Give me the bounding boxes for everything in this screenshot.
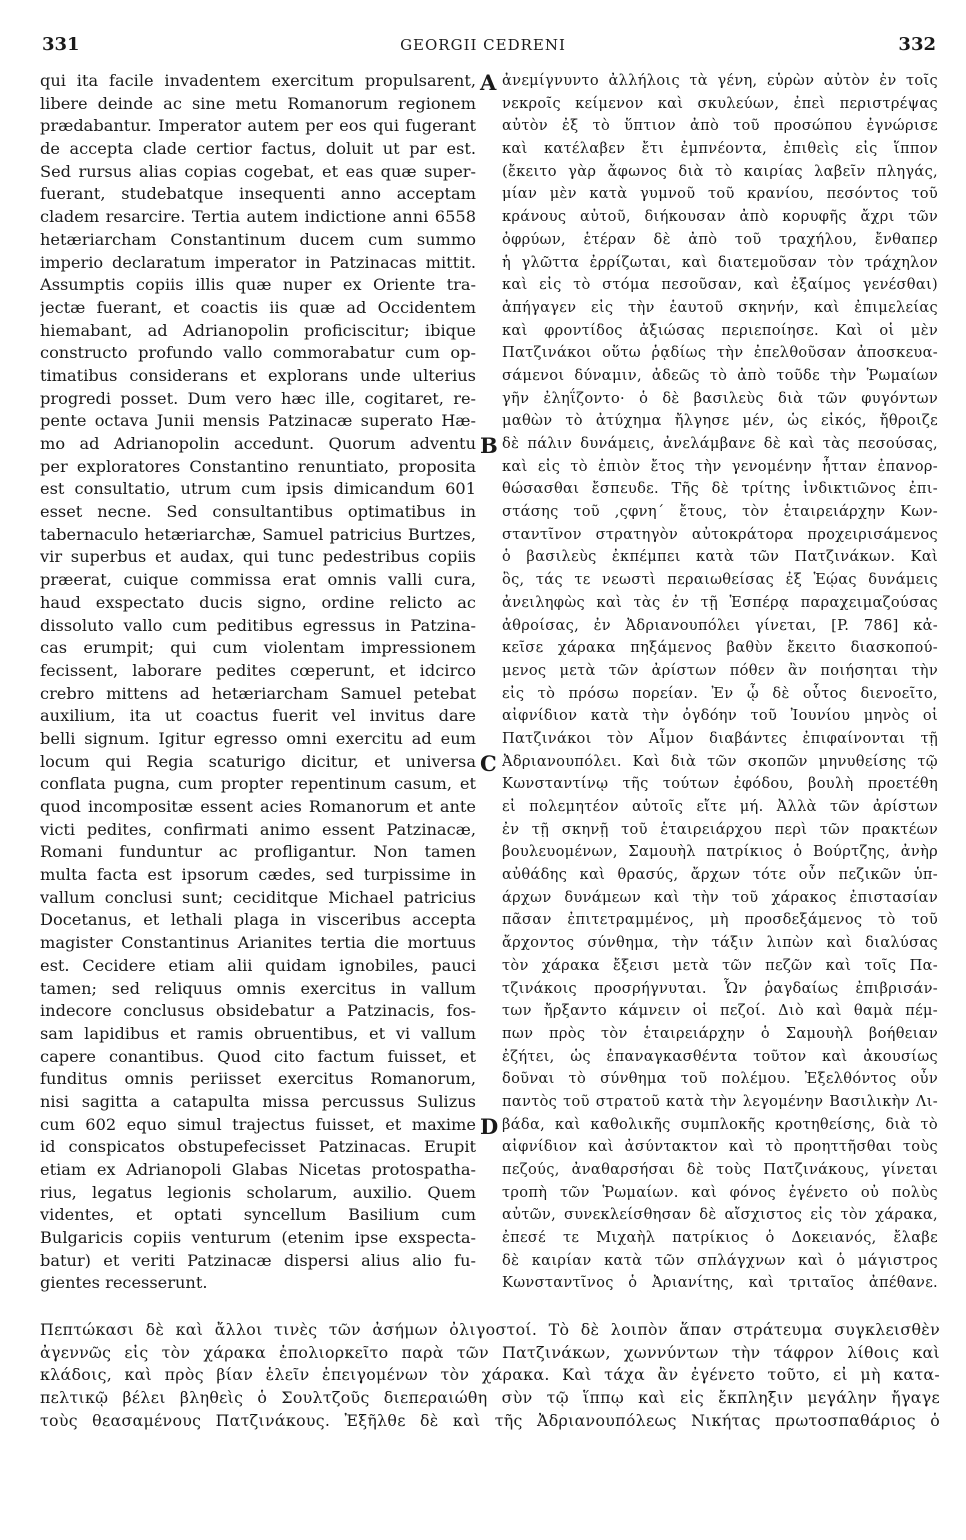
greek-text-line: πων πρὸς τὸν ἑταιρειάρχην ὁ Σαμουὴλ βοήθειαν <box>502 1024 938 1042</box>
greek-text-line: μενος μετὰ τῶν ἀρίστων πόθεν ἂν ποιήσηται τὴν <box>502 661 938 679</box>
greek-text-line: παντὸς τοῦ στρατοῦ κατὰ τὴν λεγομένην Βασιλικὴν Λι- <box>502 1092 938 1110</box>
latin-text-line: imperio declaratum imperator in Patzinacas mittit. <box>40 252 476 272</box>
latin-text-line: prædabantur. Imperator autem per eos qui fugerant <box>40 116 476 136</box>
latin-text-line: haud exspectato ducis signo, ordine relicto ac <box>40 592 476 612</box>
greek-text-line: νεκροῖς κείμενον καὶ σκυλεύων, ἐπεὶ περιστρέψας <box>502 94 938 112</box>
page-header <box>0 0 966 70</box>
latin-text-line: tamen; sed reliquus omnis exercitus in vallum <box>40 978 476 998</box>
greek-text-line: τὸν χάρακα ἔξεισι μετὰ τῶν πεζῶν καὶ τοῖς Πα- <box>502 956 938 974</box>
greek-text-line: ἡ γλῶττα ἐρρίζωται, καὶ διατεμοῦσαν τὸν τράχηλον <box>502 253 938 271</box>
greek-text-line: εἰς τὸ πρόσω πορείαν. Ἐν ᾧ δὲ οὗτος διενοεῖτο, <box>502 684 938 702</box>
greek-text-line: τζινάκοις προσρήγνυται. Ὧν ῥαγδαίως ἐπιβρισάν- <box>502 979 938 997</box>
greek-text-line: δοῦναι τὸ σύνθημα τοῦ πολέμου. Ἐξελθόντος οὖν <box>502 1070 938 1088</box>
section-marker: B <box>480 433 498 459</box>
greek-text-line: ἀθροίσας, ἐν Ἀδριανουπόλει γίνεται, [P. 786] κἀ- <box>502 616 938 634</box>
latin-text-line: qui ita facile invadentem exercitum propulsarent, <box>40 71 476 90</box>
greek-text-line: Πατζινάκοι τὸν Αἶμον διαβάντες ἐπιφαίνονται τῇ <box>502 729 938 747</box>
latin-text-line: auxilium, ita ut coactus fuerit vel invitus dare <box>40 706 476 726</box>
greek-text-line: εἰ πολεμητέον αὐτοῖς εἴτε μή. Ἀλλὰ τῶν ἀρίστων <box>502 798 938 815</box>
greek-text-line: γῆν ἐληΐζοντο· ὁ δὲ βασιλεὺς διὰ τῶν φυγόντων <box>502 389 938 407</box>
latin-text-line: timatibus considerans et explorans unde ulterius <box>40 365 476 385</box>
greek-text-line: ἐπεσέ τε Μιχαὴλ πατρίκιος ὁ Δοκειανός, ἔλαβε <box>502 1229 938 1247</box>
greek-text-line: ἀνειληφὼς καὶ τὰς ἐν τῇ Ἑσπέρᾳ παραχειμαζούσας <box>502 593 938 611</box>
greek-text-line: βουλευομένων, Σαμουὴλ πατρίκιος ὁ Βούρτζης, ἀνὴρ <box>502 843 938 861</box>
greek-text-line: πεζούς, ἀναθαρσήσαι δὲ τοὺς Πατζινάκους, γίνεται <box>502 1161 938 1178</box>
latin-text-line: constructo profundo vallo commorabatur cum op- <box>40 343 476 363</box>
latin-text-line: locum qui Regia scaturigo dicitur, et universa <box>40 751 476 771</box>
greek-text-line: ἄρχοντος σύνθημα, τὴν τάξιν λιπὼν καὶ διαλύσας <box>502 934 938 952</box>
latin-text-line: cladem resarcire. Tertia autem indictione anni 6558 <box>40 207 476 227</box>
running-title: GEORGII CEDRENI <box>400 36 566 54</box>
latin-text-line: belli signum. Igitur egresso omni exercitu ad eum <box>40 728 476 748</box>
latin-text-line: id conspicatos obstupefecisset Patzinacas. Erupit <box>40 1137 476 1157</box>
latin-text-line: videntes, et optati syncellum Basilium cum <box>40 1205 476 1225</box>
latin-text-line: est consultatio, utrum cum ipsis dimicandum 601 <box>40 479 476 499</box>
greek-text-line: θώσασθαι ἔσπευδε. Τῆς δὲ τρίτης ἰνδικτιῶνος ἐπι- <box>502 480 938 498</box>
latin-text-line: esset necne. Sed consultantibus optimatibus in <box>40 502 476 522</box>
greek-text-line: ὁ βασιλεὺς ἐκπέμπει κατὰ τῶν Πατζινάκων. Καὶ <box>502 548 938 566</box>
latin-text-line: Romani funduntur ac profligantur. Non tamen <box>40 842 476 862</box>
latin-text-line: tabernaculo hetæriarchæ, Samuel patricius Burtzes, <box>40 524 476 544</box>
latin-text-line: vallum conclusi sunt; ceciditque Michael patricius <box>40 887 476 907</box>
latin-text-line: nisi sagitta a catapulta missa percussus Sulizus <box>40 1091 476 1111</box>
page-number-right: 332 <box>898 34 936 55</box>
latin-text-line: victi pedites, confirmati animo essent Patzinacæ, <box>40 819 476 839</box>
latin-text-line: crebro mittens ad hetæriarcham Samuel petebat <box>40 683 476 703</box>
greek-text-line: σταντῖνον στρατηγὸν αὐτοκράτορα προχειρισάμενος <box>502 525 938 543</box>
greek-text-line: άρχων δυνάμεων καὶ τὴν τοῦ χάρακος ἐπιστασίαν <box>502 888 938 906</box>
latin-text-line: pente octava Junii mensis Patzinacæ superato Hæ- <box>40 411 476 431</box>
greek-text-line: ἐν τῇ σκηνῇ τοῦ ἑταιρειάρχου περὶ τῶν πρακτέων <box>502 820 938 838</box>
greek-text-line: στάσης τοῦ ,ςφνη΄ ἔτους, τὸν ἑταιρειάρχην Κων- <box>502 503 938 521</box>
greek-text-line: μίαν μὲν κατὰ γυμνοῦ τοῦ κρανίου, πεσόντος τοῦ <box>502 185 938 203</box>
greek-text-line: ἐζήτει, ὡς ἐπαναγκασθέντα τοῦτον καὶ ἀκουσίως <box>502 1047 938 1065</box>
latin-text-line: est. Cecidere etiam alii quidam ignobiles, pauci <box>40 955 476 975</box>
greek-text-line: αἰφνίδιον κατὰ τὴν ὀγδόην τοῦ Ἰουνίου μηνὸς οἱ <box>502 707 938 725</box>
latin-text-line: etiam ex Adrianopoli Glabas Nicetas protospatha- <box>40 1160 476 1179</box>
latin-text-line: libere deinde ac sine metu Romanorum regionem <box>40 93 476 113</box>
bottom-text-line: κλάδοις, καὶ πρὸς βίαν ἑλεῖν ἐπειγομένων τὸν χάρακα. Καὶ τάχα ἂν ἐγένετο τοῦτο, εἰ μὴ κατα- <box>40 1365 940 1385</box>
greek-text-line: κεῖσε χάρακα πηξάμενος βαθὺν ἔκειτο διασκοπού- <box>502 639 938 657</box>
greek-text-line: αὐτῶν, συνεκλείσθησαν δὲ αἴσχιστος εἰς τὸν χάρακα, <box>502 1206 938 1224</box>
latin-text-line: jectæ fuerant, et coactis iis quæ ad Occidentem <box>40 297 476 317</box>
section-marker: D <box>480 1114 499 1140</box>
greek-text-line: βάδα, καὶ καθολικῆς συμπλοκῆς κροτηθείσης, διὰ τὸ <box>502 1115 938 1133</box>
bottom-text-line: ἀγεννῶς εἰς τὸν χάρακα ἐπολιορκεῖτο παρὰ τῶν Πατζινάκων, χωννύντων τὴν τάφρον λίθοις καὶ <box>40 1342 940 1362</box>
latin-text-line: multa facta est ipsorum cædes, sed turpissime in <box>40 865 476 885</box>
latin-text-line: præerat, cuique commissa erat omnis valli cura, <box>40 570 476 590</box>
greek-text-line: τροπὴ τῶν Ῥωμαίων. καὶ φόνος ἐγένετο οὐ πολὺς <box>502 1183 938 1201</box>
latin-text-line: dissoluto vallo cum peditibus egressus in Patzina- <box>40 615 476 635</box>
section-marker: C <box>480 751 497 776</box>
greek-text-line: ἀπήγαγεν εἰς τὴν ἑαυτοῦ σκηνήν, καὶ ἐπιμελείας <box>502 298 938 316</box>
greek-text-line: των ἤρξαντο κάμνειν οἱ πεζοί. Διὸ καὶ θαμὰ πέμ- <box>502 1002 938 1020</box>
greek-text-line: αὐθάδης καὶ θρασύς, ἄρχων τότε οὖν πεζικῶν ὑπ- <box>502 866 938 884</box>
greek-text-line: καὶ φροντίδος ἀξιώσας περιεποίησε. Καὶ οἱ μὲν <box>502 321 938 339</box>
section-markers <box>478 70 500 1270</box>
latin-text-line: rius, legatus legionis scholarum, auxilio. Quem <box>40 1182 476 1202</box>
latin-column <box>40 70 476 1295</box>
latin-text-line: Docetanus, et lethali plaga in visceribus accepta <box>40 910 476 930</box>
latin-text-line: conflata pugna, cum propter repentinum casum, et <box>40 774 476 794</box>
greek-column <box>502 70 938 1295</box>
latin-text-line: per exploratores Constantino renuntiato, proposita <box>40 456 476 476</box>
latin-text-line: quod incompositæ essent acies Romanorum et ante <box>40 797 476 816</box>
bottom-text-line: τοὺς θεασαμένους Πατζινάκους. Ἐξῆλθε δὲ καὶ τῆς Ἀδριανουπόλεως Νικήτας πρωτοσπαθάριος ὁ <box>40 1410 940 1430</box>
latin-text-line: cas erumpit; qui cum violentam impressionem <box>40 638 476 658</box>
full-width-greek-text <box>40 1319 940 1432</box>
section-marker: A <box>480 70 497 95</box>
greek-text-line: καὶ κατέλαβεν ἔτι ἐμπνέοντα, ἐπιθεὶς εἰς ἵππον <box>502 140 938 158</box>
latin-text-line: gientes recesserunt. <box>40 1273 208 1293</box>
latin-text-line: hiemabant, ad Adrianopolin proficiscitur; ibique <box>40 320 476 340</box>
latin-text-line: capere conantibus. Quod cito factum fuisset, et <box>40 1046 476 1066</box>
greek-text-line: κράνους αὐτοῦ, διήκουσαν ἀπὸ κορυφῆς ἄχρι τῶν <box>502 208 938 226</box>
greek-text-line: σάμενοι δύναμιν, ἀδεῶς τὸ ἀπὸ τοῦδε τὴν Ῥωμαίων <box>502 366 938 384</box>
latin-text-line: progredi posset. Dum vero hæc ille, cogitaret, re- <box>40 388 476 408</box>
greek-text-line: Κωνσταντῖνος ὁ Ἀριανίτης, καὶ τριταῖος ἀπέθανε. <box>502 1274 938 1292</box>
latin-text-line: fuerant, studebatque insequenti anno acceptam <box>40 184 476 204</box>
greek-text-line: ἀνεμίγνυντο ἀλλήλοις τὰ γένη, εὑρὼν αὐτὸν ἐν τοῖς <box>502 72 938 89</box>
latin-text-line: Bulgaricis copiis venturum (etenim ipse exspecta- <box>40 1228 476 1248</box>
greek-text-line: πᾶσαν ἐπιτετραμμένος, μὴ προσδεξάμενος τὸ τοῦ <box>502 911 938 929</box>
latin-text-line: mo ad Adrianopolin accedunt. Quorum adventu <box>40 434 476 453</box>
latin-text-line: hetæriarcham Constantinum ducem cum summo <box>40 229 476 249</box>
greek-text-line: ὀφρύων, ἑτέραν δὲ ἀπὸ τοῦ τραχήλου, ἔνθαπερ <box>502 230 938 248</box>
latin-text-line: funditus omnis periisset exercitus Romanorum, <box>40 1069 476 1089</box>
latin-text-line: cum 602 equo simul trajectus fuisset, et maxime <box>40 1114 476 1134</box>
latin-text-line: Assumptis copiis illis quæ nuper ex Oriente tra- <box>40 275 476 295</box>
bottom-text-line: πελτικῷ βέλει βληθεὶς ὁ Σουλτζοῦς διεπεραιώθη σὺν τῷ ἵππῳ καὶ εἰς ἔκπληξιν μεγάλην ἤγαγε <box>40 1388 940 1408</box>
latin-text-line: sam lapidibus et ramis obruentibus, et vi vallum <box>40 1023 476 1043</box>
greek-text-line: (ἔκειτο γὰρ ἄφωνος διὰ τὸ καιρίας λαβεῖν πληγάς, <box>502 162 938 180</box>
latin-text-line: batur) et veriti Patzinacæ dispersi alius alio fu- <box>40 1250 476 1270</box>
latin-text-line: de accepta clade certior factus, doluit ut par est. <box>40 139 476 159</box>
greek-text-line: δὲ πάλιν δυνάμεις, ἀνελάμβανε δὲ καὶ τὰς πεσούσας, <box>502 435 938 452</box>
greek-text-line: καὶ εἰς τὸ στόμα πεσοῦσαν, καὶ ἐξαίμος γενέσθαι) <box>502 276 938 294</box>
greek-text-line: Κωνσταντίνῳ τῆς τούτων ἐφόδου, βουλὴ προετέθη <box>502 775 938 793</box>
greek-text-line: ὃς, τάς τε νεωστὶ περαιωθείσας ἐξ Ἑῴας δυνάμεις <box>502 571 938 589</box>
latin-text-line: vir superbus et audax, qui tunc pedestribus copiis <box>40 547 476 567</box>
latin-text-line: indecore conclusus obsidebatur a Patzinacis, fos- <box>40 1001 476 1021</box>
greek-text-line: καὶ εἰς τὸ ἐπιὸν ἔτος τὴν γενομένην ἧτταν ἐπανορ- <box>502 457 938 475</box>
greek-text-line: δὲ καιρίαν κατὰ τῶν σπλάγχνων καὶ ὁ μάγιστρος <box>502 1251 938 1269</box>
page-number-left: 331 <box>42 34 80 55</box>
greek-text-line: αἰφνίδιον καὶ ἀσύντακτον καὶ τὸ προηττῆσθαι τοὺς <box>502 1138 938 1156</box>
greek-text-line: μαθὼν τὸ ἀτύχημα ἤλγησε μέν, ὡς εἰκός, ἤθροιζε <box>502 412 938 430</box>
greek-text-line: αὐτὸν ἐξ τὸ ὕπτιον ἀπὸ τοῦ προσώπου ἐγνώρισε <box>502 117 938 135</box>
latin-text-line: fecissent, laborare pedites cœperunt, et idcirco <box>40 660 476 680</box>
greek-text-line: Πατζινάκοι οὕτω ῥᾳδίως τὴν ἐπελθοῦσαν ἀποσκευα- <box>502 344 938 362</box>
greek-text-line: Ἀδριανουπόλει. Καὶ διὰ τῶν σκοπῶν μηνυθείσης τῷ <box>502 752 938 770</box>
latin-text-line: magister Constantinus Arianites tertia die mortuus <box>40 933 476 953</box>
bottom-text-line: Πεπτώκασι δὲ καὶ ἄλλοι τινὲς τῶν ἀσήμων ὀλιγοστοί. Τὸ δὲ λοιπὸν ἅπαν στράτευμα συγκλεισθὲν <box>40 1320 940 1339</box>
latin-text-line: Sed rursus alias copias cogebat, et eas quæ super- <box>40 161 476 181</box>
